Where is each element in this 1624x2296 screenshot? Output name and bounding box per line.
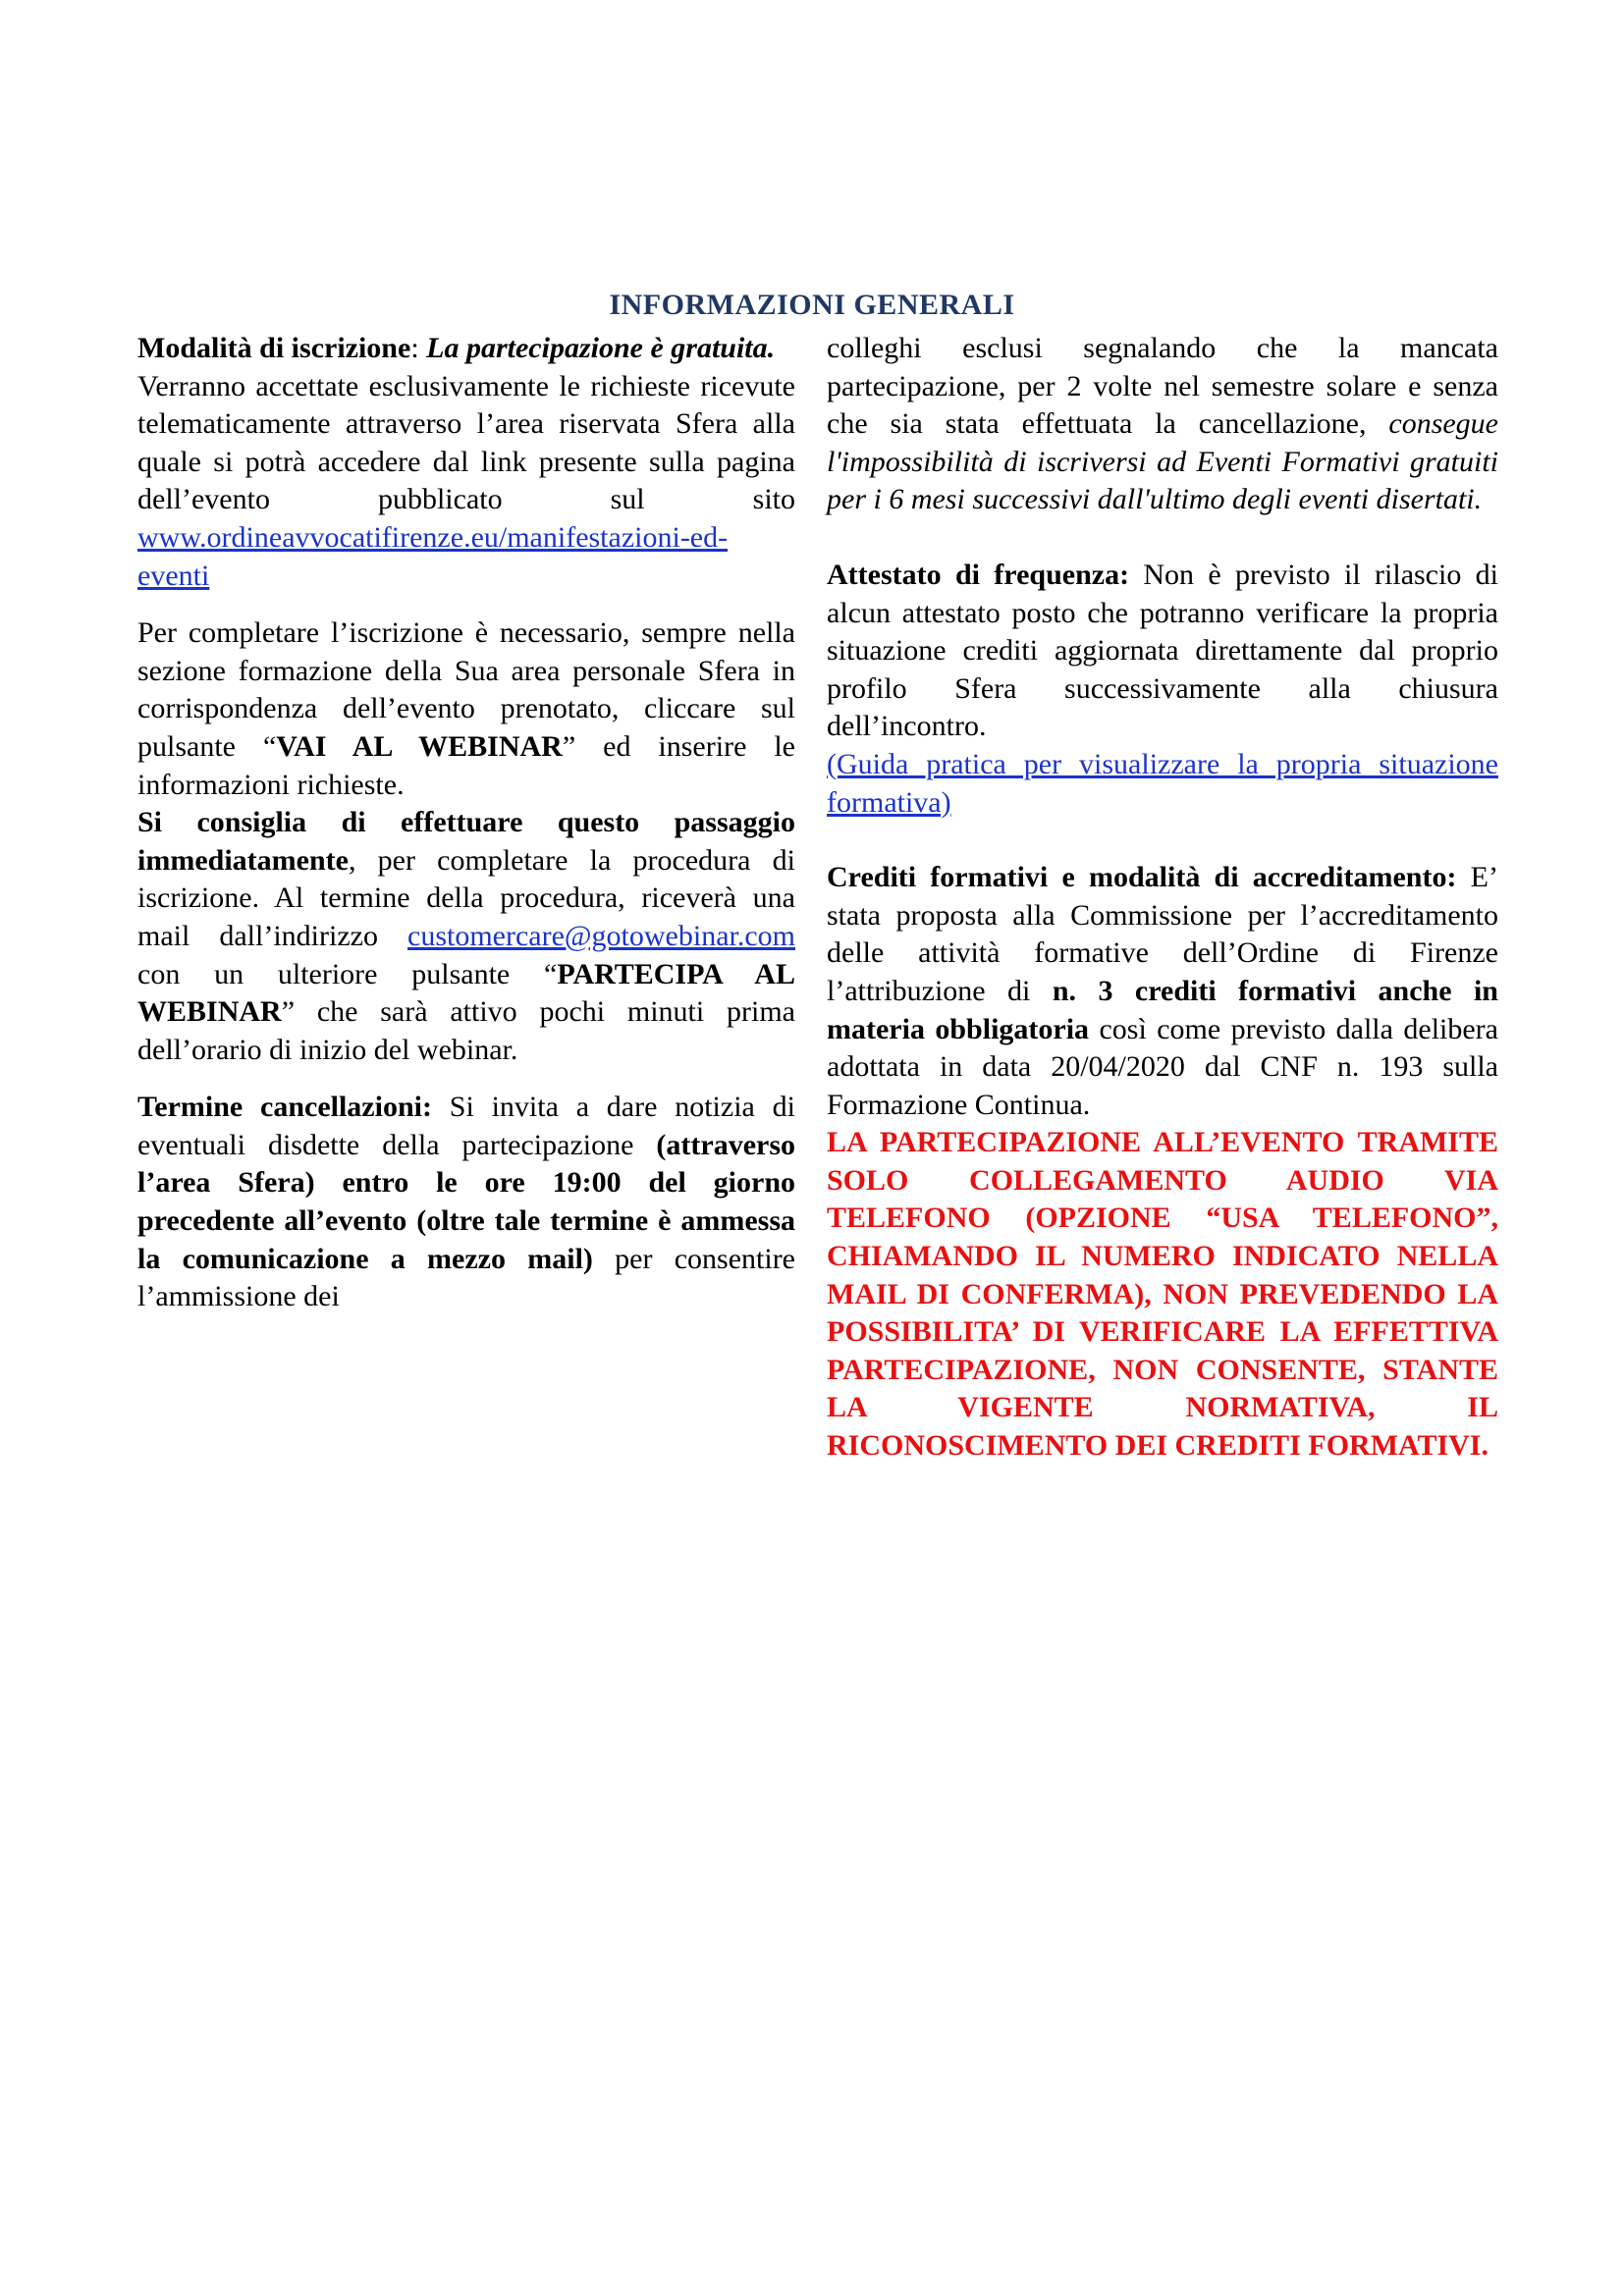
- iscrizione-label: Modalità di iscrizione: [137, 332, 411, 364]
- cancellazioni-bold: (attraverso l’area Sfera) entro le ore 19:00 del giorno precedente all’evento (oltre tale termine è ammessa la comunicazione a mezzo mail): [137, 1128, 795, 1275]
- cancellazioni-label: Termine cancellazioni:: [137, 1091, 432, 1124]
- consiglio-bold: Si consiglia di effettuare questo passaggio immediatamente: [137, 806, 795, 877]
- consiglio-paragraph: Si consiglia di effettuare questo passaggio immediatamente, per completare la procedura di iscrizione. Al termine della procedura, riceverà una mail dall’indirizzo customercare@gotowebinar.com con un ulteriore pulsante “PARTECIPA AL WEBINAR” che sarà attivo pochi minuti prima dell’orario di inizio del webinar.: [137, 806, 795, 1066]
- section-title: INFORMAZIONI GENERALI: [609, 289, 1015, 321]
- crediti-paragraph: Crediti formativi e modalità di accreditamento: E’ stata proposta alla Commissione per l’accreditamento delle attività formative dell’Ordine di Firenze l’attribuzione di n. 3 crediti formativi anche in materia obbligatoria così come previsto dalla delibera adottata in data 20/04/2020 dal CNF n. 193 sulla Formazione Continua.: [827, 861, 1498, 1121]
- email-link[interactable]: customercare@gotowebinar.com: [407, 919, 795, 952]
- completare-paragraph: Per completare l’iscrizione è necessario, sempre nella sezione formazione della Sua area personale Sfera in corrispondenza dell’evento prenotato, cliccare sul pulsante “VAI AL WEBINAR” ed inserire le informazioni richieste.: [137, 616, 795, 801]
- right-column: [827, 330, 1498, 1466]
- cancellazioni-paragraph: Termine cancellazioni: Si invita a dare notizia di eventuali disdette della partecipazione (attraverso l’area Sfera) entro le ore 19:00 del giorno precedente all’evento (oltre tale termine è ammessa la comunicazione a mezzo mail) per consentire l’ammissione dei: [137, 1091, 795, 1313]
- iscrizione-separator: :: [410, 332, 427, 364]
- partecipa-al-webinar-label: PARTECIPA AL WEBINAR: [137, 957, 795, 1029]
- crediti-bold: n. 3 crediti formativi anche in materia obbligatoria: [827, 974, 1498, 1045]
- manifestazioni-link[interactable]: www.ordineavvocatifirenze.eu/manifestazioni-ed-eventi: [137, 520, 729, 592]
- gratuita-emphasis: La partecipazione è gratuita.: [426, 332, 776, 364]
- vai-al-webinar-label: VAI AL WEBINAR: [276, 729, 563, 763]
- left-column: [137, 330, 795, 1316]
- attestato-label: Attestato di frequenza:: [827, 558, 1130, 591]
- continuation-italic: consegue l'impossibilità di iscriversi ad Eventi Formativi gratuiti per i 6 mesi successivi dall'ultimo degli eventi disertati.: [827, 407, 1498, 516]
- crediti-label: Crediti formativi e modalità di accreditamento:: [827, 861, 1457, 894]
- warning-paragraph: LA PARTECIPAZIONE ALL’EVENTO TRAMITE SOLO COLLEGAMENTO AUDIO VIA TELEFONO (OPZIONE “USA TELEFONO”, CHIAMANDO IL NUMERO INDICATO NELLA MAIL DI CONFERMA), NON PREVEDENDO LA POSSIBILITA’ DI VERIFICARE LA EFFETTIVA PARTECIPAZIONE, NON CONSENTE, STANTE LA VIGENTE NORMATIVA, IL RICONOSCIMENTO DEI CREDITI FORMATIVI.: [827, 1126, 1498, 1463]
- continuation-paragraph: colleghi esclusi segnalando che la mancata partecipazione, per 2 volte nel semestre solare e senza che sia stata effettuata la cancellazione, consegue l'impossibilità di iscriversi ad Eventi Formativi gratuiti per i 6 mesi successivi dall'ultimo degli eventi disertati.: [827, 332, 1498, 516]
- attestato-paragraph: Attestato di frequenza: Non è previsto il rilascio di alcun attestato posto che potranno verificare la propria situazione crediti aggiornata direttamente dal proprio profilo Sfera successivamente alla chiusura dell’incontro. (Guida pratica per visualizzare la propria situazione formativa): [827, 558, 1499, 819]
- iscrizione-paragraph: [137, 330, 795, 595]
- guida-pratica-link[interactable]: (Guida pratica per visualizzare la propria situazione formativa): [827, 747, 1498, 819]
- iscrizione-text: Verranno accettate esclusivamente le richieste ricevute telematicamente attraverso l’area riservata Sfera alla quale si potrà accedere dal link presente sulla pagina dell’evento pubblicato sul sito: [137, 369, 795, 516]
